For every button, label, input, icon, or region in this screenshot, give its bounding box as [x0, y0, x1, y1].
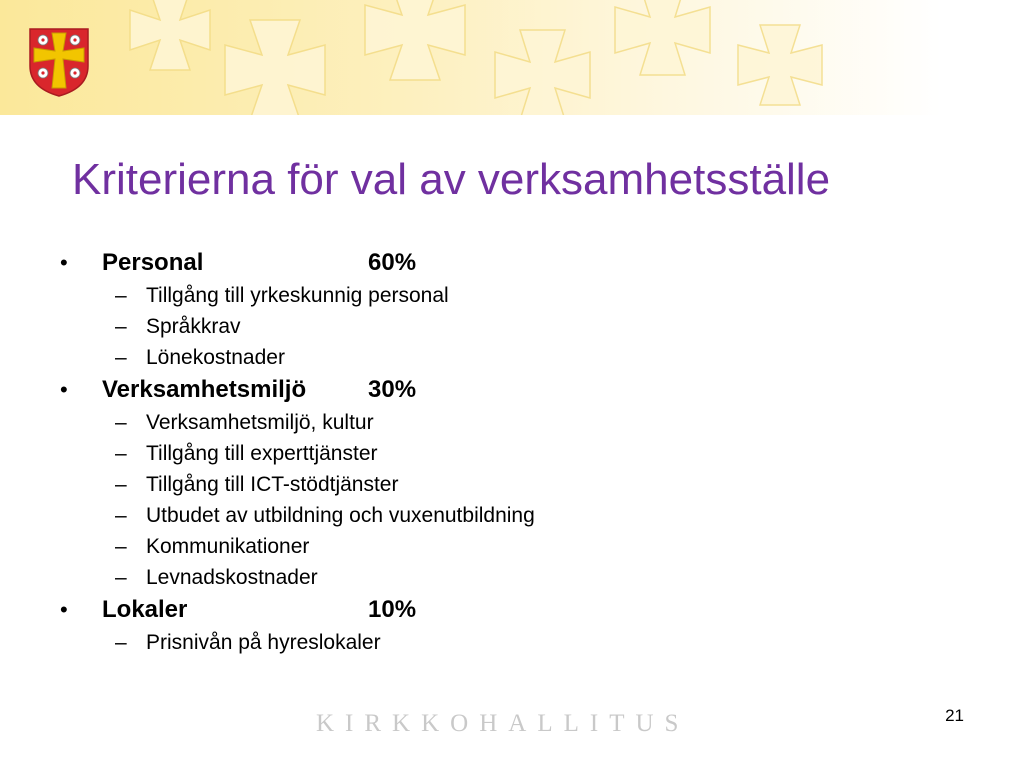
sub-item-text: Prisnivån på hyreslokaler — [146, 631, 381, 654]
criteria-weight: 10% — [368, 596, 417, 623]
sub-item-text: Kommunikationer — [146, 535, 310, 558]
dash: – — [115, 631, 127, 654]
sub-item-text: Språkkrav — [146, 315, 241, 338]
bullet: • — [60, 597, 68, 622]
sub-item — [60, 469, 960, 500]
criteria-item-verksamhetsmiljo — [60, 373, 960, 407]
bullet: • — [60, 250, 68, 275]
sub-item — [60, 500, 960, 531]
sub-item-text: Utbudet av utbildning och vuxenutbildning — [146, 504, 535, 527]
dash: – — [115, 442, 127, 465]
sub-item — [60, 407, 960, 438]
sub-item-text: Lönekostnader — [146, 346, 285, 369]
criteria-weight: 30% — [368, 376, 417, 403]
decorative-cross-pattern — [0, 0, 1024, 115]
sub-item — [60, 342, 960, 373]
dash: – — [115, 346, 127, 369]
sub-item — [60, 438, 960, 469]
dash: – — [115, 284, 127, 307]
page-number: 21 — [945, 706, 964, 725]
criteria-item-lokaler — [60, 593, 960, 627]
sub-item — [60, 280, 960, 311]
dash: – — [115, 315, 127, 338]
header-band — [0, 0, 1024, 115]
criteria-list — [60, 246, 960, 658]
dash: – — [115, 473, 127, 496]
dash: – — [115, 411, 127, 434]
sub-item — [60, 627, 960, 658]
bullet: • — [60, 377, 68, 402]
slide-title: Kriterierna för val av verksamhetsställe — [72, 155, 831, 204]
sub-item-text: Tillgång till ICT-stödtjänster — [146, 473, 399, 496]
criteria-label: Verksamhetsmiljö — [102, 376, 307, 403]
dash: – — [115, 504, 127, 527]
sub-item-text: Tillgång till yrkeskunnig personal — [146, 284, 449, 307]
sub-item-text: Levnadskostnader — [146, 566, 318, 589]
sub-item — [60, 531, 960, 562]
sub-item-text: Verksamhetsmiljö, kultur — [146, 411, 374, 434]
criteria-item-personal — [60, 246, 960, 280]
dash: – — [115, 566, 127, 589]
church-coat-of-arms-icon — [26, 26, 92, 98]
footer-brand: KIRKKOHALLITUS — [316, 710, 690, 737]
sub-item — [60, 311, 960, 342]
criteria-label: Lokaler — [102, 596, 188, 623]
dash: – — [115, 535, 127, 558]
criteria-label: Personal — [102, 249, 204, 276]
criteria-weight: 60% — [368, 249, 417, 276]
sub-item — [60, 562, 960, 593]
sub-item-text: Tillgång till experttjänster — [146, 442, 378, 465]
